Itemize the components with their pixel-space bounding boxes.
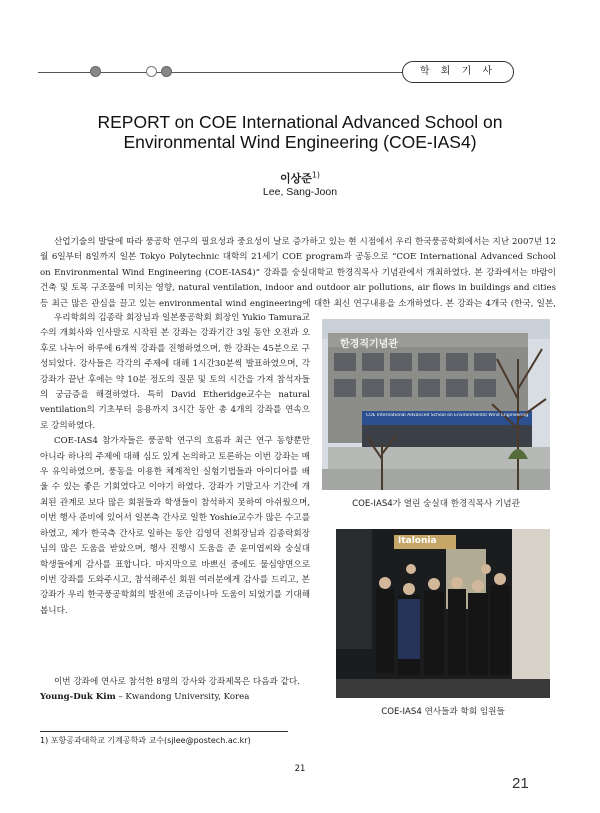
group-illustration xyxy=(336,529,550,698)
section-badge: 학 회 기 사 xyxy=(402,61,514,83)
speaker-line xyxy=(40,690,310,705)
paragraph-2: 우리학회의 김종락 회장님과 일본풍공학회 회장인 Yukio Tamura교수의 개회사와 인사말로 시작된 본 강좌는 강좌기간 3일 동안 오전과 오후로 나누어 하루에 6개씩 강좌를 진행하였으며, 한 강좌는 45분으로 구성되었다. 강사들은 각각의 주제에 대해 1시간30분씩 발표하였으며, 각 강좌가 끝난 후에는 약 10분 정도의 질문 및 토의 시간을 가져 참석자들의 궁금증을 해결하였다. 특히 David Etheridge교수는 natural ventilation의 기초부터 응용까지 3시간 동안 총 4개의 강좌를 연속으로 강의하였다. xyxy=(40,313,310,431)
photo-group-caption: COE-IAS4 연사들과 학회 임원들 xyxy=(381,707,505,717)
article-title xyxy=(40,112,560,152)
page-number-small: 21 xyxy=(294,764,306,774)
speaker-affiliation: – Kwandong University, Korea xyxy=(118,692,250,703)
author-korean xyxy=(0,170,600,186)
left-column-text xyxy=(40,311,310,721)
page-number-large: 21 xyxy=(512,775,529,792)
speakers-intro-block xyxy=(40,675,310,706)
paragraph-3: COE-IAS4 참가자들은 풍공학 연구의 흐름과 최근 연구 동향뿐만 아니라 하나의 주제에 대해 심도 있게 논의하고 토론하는 이번 강좌는 매우 유익하였으며, 풍동을 이용한 체계적인 실험기법들과 아이디어를 배울 수 있는 좋은 기회였다고 이야기 하였다. 강좌가 기말고사 기간에 개최된 관계로 보다 많은 회원들과 학생들이 참석하지 못하여 아쉬웠으며, 이번 행사 준비에 있어서 일본측 간사로 일한 Yoshie교수가 많은 수고를 하였고, 제가 한국측 간사로 일하는 동안 김영덕 전회장님과 김종락회장님의 많은 도움을 받았으며, 행사 진행시 도움을 준 윤미엽씨와 숭실대 학생들에게 감사를 표합니다. 마지막으로 바쁘신 중에도 물심양면으로 이번 강좌를 도와주시고, 참석해주신 회원 여러분에게 감사를 드리고, 본 강좌가 우리 한국풍공학회의 발전에 조금이나마 도움이 되었기를 기대해 봅니다. xyxy=(40,436,310,616)
header-dot-filled-icon xyxy=(90,66,101,77)
author-note-mark: 1) xyxy=(311,170,321,180)
header-dot-open-icon xyxy=(146,66,157,77)
paragraph-1: 산업기술의 발달에 따라 풍공학 연구의 필요성과 중요성이 날로 증가하고 있는 현 시점에서 우리 한국풍공학회에서는 지난 2007년 12월 6일부터 8일까지 일본 Tokyo Polytechnic 대학의 21세기 COE program과 공동으로 “COE International Advanced School on Environmental Wind Engineering (COE-IAS4)” 강좌를 숭실대학교 한경직목사 기념관에서 개최하였다. 본 강좌에서는 바람이 건축 및 토목 구조물에 미치는 영향, natural ventilation, indoor and outdoor air pollutions, air flows in buildings and cities 등 최근 많은 관심을 끌고 있는 environmental wind engineering에 대한 최신 연구내용을 소개하였다. 본 강좌는 4개국 (한국, 일본, xyxy=(40,237,556,309)
title-line-2: Environmental Wind Engineering (COE-IAS4) xyxy=(123,132,477,152)
photo-building-caption: COE-IAS4가 열린 숭실대 한경직목사 기념관 xyxy=(352,499,520,509)
footnote-rule xyxy=(40,731,288,732)
speaker-name: Young-Duk Kim xyxy=(40,692,116,703)
photo-group xyxy=(336,529,550,698)
header-dot-filled-icon xyxy=(161,66,172,77)
photo-building xyxy=(322,319,550,490)
title-line-1: REPORT on COE International Advanced School on xyxy=(97,112,503,132)
banner-text: COE International Advanced School on Environmental Wind Engineering xyxy=(366,413,529,418)
building-sign: 한경직기념관 xyxy=(340,339,398,350)
footnote: 1) 포항공과대학교 기계공학과 교수(sjlee@postech.ac.kr) xyxy=(40,736,251,745)
intro-paragraph-block xyxy=(40,235,556,311)
author-name-kr: 이상준 xyxy=(279,172,312,185)
author-english: Lee, Sang-Joon xyxy=(262,186,338,198)
paragraph-4: 이번 강좌에 연사로 참석한 8명의 강사와 강좌제목은 다음과 같다. xyxy=(54,677,300,687)
restaurant-sign: Italonia xyxy=(398,536,437,546)
